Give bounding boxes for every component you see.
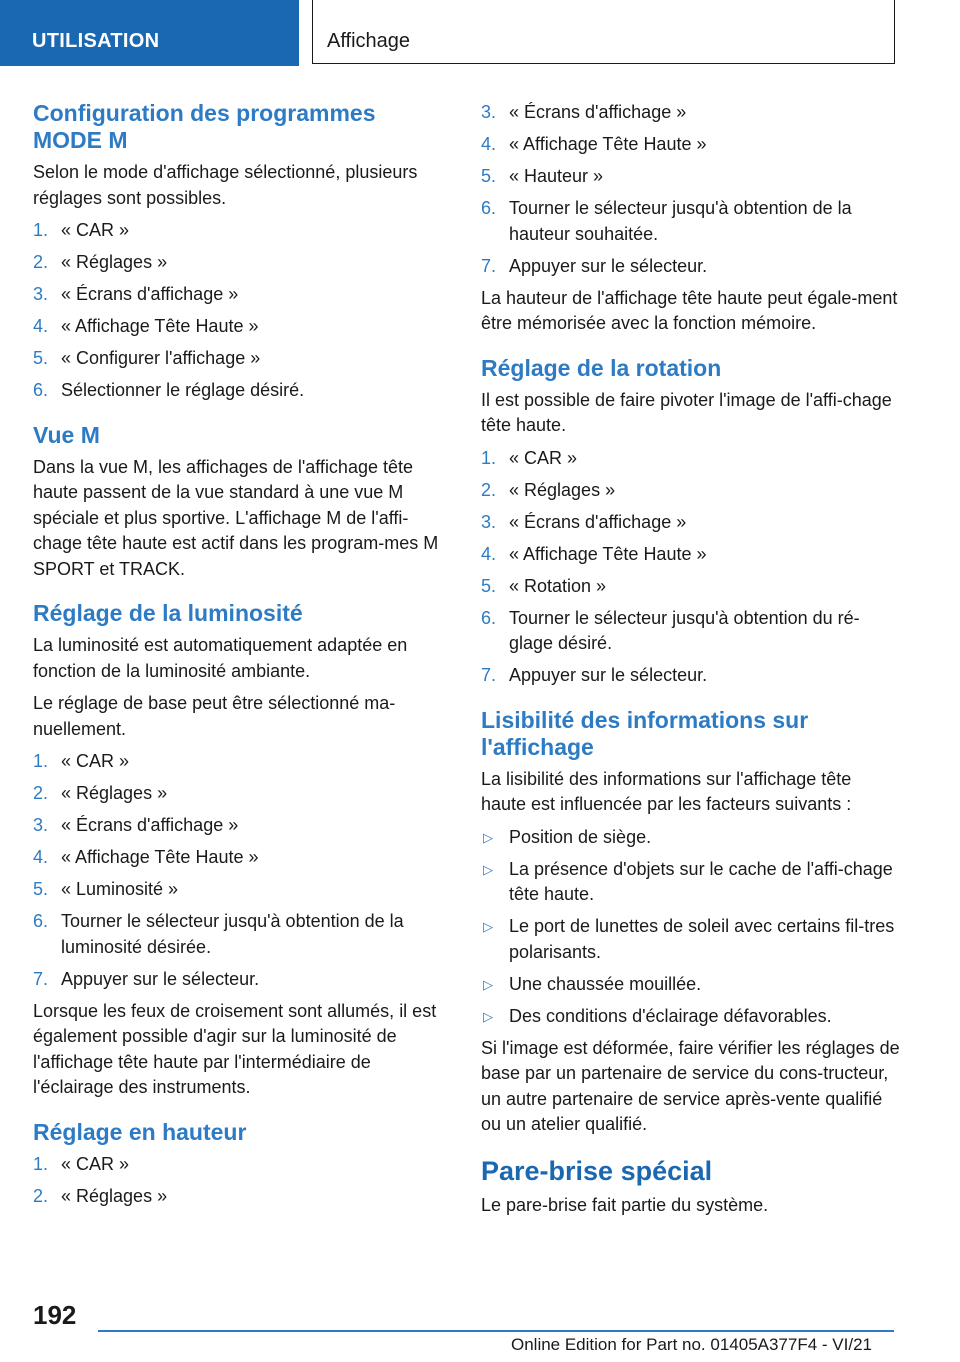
step-item xyxy=(481,663,901,689)
step-number: 1. xyxy=(33,1153,49,1174)
step-item xyxy=(33,749,443,775)
step-item xyxy=(481,574,901,600)
step-number: 2. xyxy=(33,1185,49,1206)
bullet-item xyxy=(481,972,901,998)
bullet-text: Le port de lunettes de soleil avec certains fil-tres polarisants. xyxy=(509,916,895,962)
step-text: « Réglages » xyxy=(61,783,168,803)
step-item xyxy=(481,196,901,247)
step-item xyxy=(481,132,901,158)
bullet-text: Des conditions d'éclairage défavorables. xyxy=(509,1005,832,1026)
step-text: « CAR » xyxy=(61,751,130,771)
step-text: « Rotation » xyxy=(509,575,607,596)
body-paragraph: La hauteur de l'affichage tête haute peut égale-ment être mémorisée avec la fonction mémoire. xyxy=(481,287,898,333)
step-number: 6. xyxy=(33,911,49,931)
left-column xyxy=(33,100,443,1227)
step-number: 1. xyxy=(33,751,49,771)
step-number: 2. xyxy=(33,252,49,272)
footer-rule xyxy=(98,1330,894,1332)
bullet-item xyxy=(481,825,901,851)
step-number: 4. xyxy=(481,134,497,154)
step-item xyxy=(33,813,443,839)
content-section xyxy=(33,422,443,583)
step-text: Appuyer sur le sélecteur. xyxy=(509,665,708,685)
step-number: 6. xyxy=(33,380,49,400)
step-text: « Écrans d'affichage » xyxy=(509,102,687,122)
step-item xyxy=(481,542,901,568)
body-paragraph: Le réglage de base peut être sélectionné ma-nuellement. xyxy=(33,693,396,739)
step-text: « CAR » xyxy=(61,1153,130,1174)
step-number: 1. xyxy=(481,447,497,468)
step-text: « Réglages » xyxy=(509,479,616,500)
step-number: 4. xyxy=(481,543,497,564)
triangle-bullet-icon: ▷ xyxy=(483,919,493,934)
section-tab: UTILISATION xyxy=(0,0,299,66)
body-paragraph: Il est possible de faire pivoter l'image de l'affi-chage tête haute. xyxy=(481,389,892,435)
step-item xyxy=(33,1152,443,1178)
chapter-title: Affichage xyxy=(312,0,895,64)
step-number: 6. xyxy=(481,607,497,628)
bullet-text: La présence d'objets sur le cache de l'affi-chage tête haute. xyxy=(509,858,893,904)
step-number: 6. xyxy=(481,198,497,218)
step-item xyxy=(481,254,901,280)
page-header xyxy=(0,0,960,66)
step-text: « Réglages » xyxy=(61,1185,168,1206)
step-text: « Réglages » xyxy=(61,252,168,272)
body-paragraph: La lisibilité des informations sur l'affichage tête haute est influencée par les facteurs suivants : xyxy=(481,768,852,814)
step-item xyxy=(33,282,443,308)
step-number: 2. xyxy=(33,783,49,803)
step-item xyxy=(481,510,901,536)
step-number: 5. xyxy=(481,575,497,596)
step-item xyxy=(33,346,443,372)
step-number: 5. xyxy=(33,348,49,368)
content-section xyxy=(33,1119,443,1210)
step-number: 4. xyxy=(33,316,49,336)
step-number: 5. xyxy=(33,879,49,899)
section-heading: Vue M xyxy=(33,421,100,448)
step-text: « Luminosité » xyxy=(61,879,179,899)
step-text: Sélectionner le réglage désiré. xyxy=(61,380,305,400)
section-heading: Pare-brise spécial xyxy=(481,1155,713,1186)
body-paragraph: Dans la vue M, les affichages de l'affichage tête haute passent de la vue standard à une vue M spéciale et plus sportive. L'affichage M de l'affi-chage tête haute est actif dans les program-mes M SPORT et TRACK. xyxy=(33,456,439,579)
footer-edition: Online Edition for Part no. 01405A377F4 - VI/21 xyxy=(510,1335,872,1354)
step-text: « Écrans d'affichage » xyxy=(509,511,687,532)
body-paragraph: Lorsque les feux de croisement sont allumés, il est également possible d'agir sur la luminosité de l'affichage tête haute par l'intermédiaire de l'éclairage des instruments. xyxy=(33,1000,437,1097)
step-item xyxy=(33,909,443,960)
step-text: « Écrans d'affichage » xyxy=(61,284,239,304)
bullet-text: Position de siège. xyxy=(509,826,652,847)
step-item xyxy=(481,446,901,472)
bullet-item xyxy=(481,1004,901,1030)
content-section xyxy=(481,100,901,337)
step-text: « Configurer l'affichage » xyxy=(61,348,261,368)
step-item xyxy=(481,606,901,657)
step-item xyxy=(33,1184,443,1210)
bullet-item xyxy=(481,914,901,965)
bullet-item xyxy=(481,857,901,908)
content-section xyxy=(33,600,443,1101)
step-number: 3. xyxy=(33,284,49,304)
step-item xyxy=(33,218,443,244)
step-text: « Affichage Tête Haute » xyxy=(61,847,259,867)
step-text: « Affichage Tête Haute » xyxy=(509,134,707,154)
section-heading: Réglage de la rotation xyxy=(481,354,722,381)
body-paragraph: Si l'image est déformée, faire vérifier les réglages de base par un partenaire de service du cons-tructeur, un autre partenaire de service après-vente qualifié ou un atelier qualifié. xyxy=(481,1037,900,1134)
body-paragraph: Le pare-brise fait partie du système. xyxy=(481,1194,769,1215)
step-item xyxy=(481,164,901,190)
step-text: Tourner le sélecteur jusqu'à obtention de la luminosité désirée. xyxy=(61,911,404,957)
content-section xyxy=(481,1156,901,1219)
step-text: « Hauteur » xyxy=(509,166,604,186)
step-text: « Écrans d'affichage » xyxy=(61,815,239,835)
content-section xyxy=(33,100,443,404)
step-number: 2. xyxy=(481,479,497,500)
step-text: Appuyer sur le sélecteur. xyxy=(61,968,260,989)
triangle-bullet-icon: ▷ xyxy=(483,976,493,992)
step-text: Tourner le sélecteur jusqu'à obtention du ré-glage désiré. xyxy=(509,607,860,653)
bullet-text: Une chaussée mouillée. xyxy=(509,973,702,994)
step-number: 7. xyxy=(33,968,49,989)
step-number: 3. xyxy=(33,815,49,835)
step-item xyxy=(33,250,443,276)
body-paragraph: La luminosité est automatiquement adaptée en fonction de la luminosité ambiante. xyxy=(33,635,408,681)
content-section xyxy=(481,355,901,689)
step-number: 3. xyxy=(481,511,497,532)
step-text: Appuyer sur le sélecteur. xyxy=(509,255,708,276)
step-number: 5. xyxy=(481,166,497,186)
step-item xyxy=(33,845,443,871)
page-number: 192 xyxy=(33,1300,77,1330)
section-heading: Lisibilité des informations sur l'affichage xyxy=(481,706,809,760)
step-item xyxy=(481,100,901,126)
content-section xyxy=(481,707,901,1138)
step-number: 7. xyxy=(481,665,497,685)
step-item xyxy=(33,967,443,993)
step-item xyxy=(33,378,443,404)
step-item xyxy=(33,314,443,340)
step-text: Tourner le sélecteur jusqu'à obtention de la hauteur souhaitée. xyxy=(509,198,852,244)
step-text: « Affichage Tête Haute » xyxy=(61,316,259,336)
triangle-bullet-icon: ▷ xyxy=(483,1008,493,1024)
step-item xyxy=(481,478,901,504)
step-number: 3. xyxy=(481,102,497,122)
triangle-bullet-icon: ▷ xyxy=(483,829,493,845)
step-number: 1. xyxy=(33,220,49,240)
section-heading: Réglage en hauteur xyxy=(33,1118,247,1145)
step-text: « Affichage Tête Haute » xyxy=(509,543,707,564)
section-heading: Réglage de la luminosité xyxy=(33,600,303,626)
step-number: 4. xyxy=(33,847,49,867)
section-heading: Configuration des programmes MODE M xyxy=(33,100,376,153)
body-paragraph: Selon le mode d'affichage sélectionné, plusieurs réglages sont possibles. xyxy=(33,162,418,208)
step-text: « CAR » xyxy=(509,447,578,468)
triangle-bullet-icon: ▷ xyxy=(483,861,493,877)
step-item xyxy=(33,877,443,903)
step-item xyxy=(33,781,443,807)
step-number: 7. xyxy=(481,255,497,276)
step-text: « CAR » xyxy=(61,220,130,240)
right-column xyxy=(481,100,901,1236)
